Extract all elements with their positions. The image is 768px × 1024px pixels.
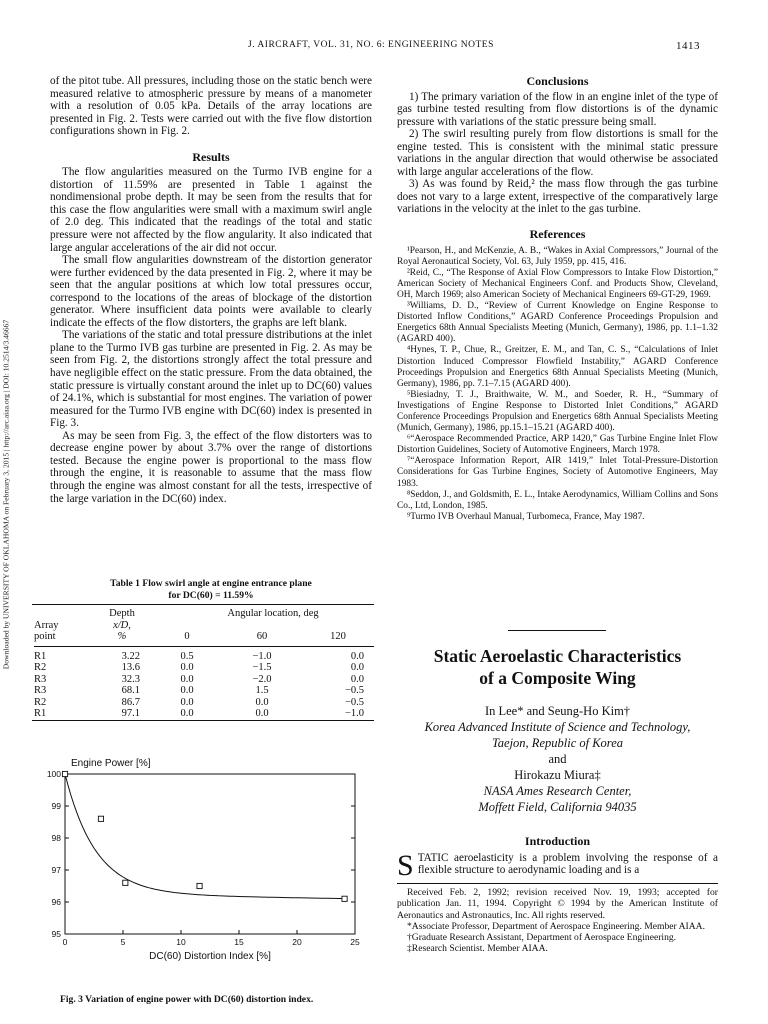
introduction-block [397, 834, 718, 882]
table1-head-xd: x/D, [113, 619, 131, 631]
data-point [123, 880, 128, 885]
references-heading: References [529, 227, 586, 242]
authors-line2: Hirokazu Miura‡ [514, 768, 601, 782]
table1-head-point: point [34, 631, 56, 642]
results-paragraph-4: As may be seen from Fig. 3, the effect of the flow distorters was to decrease engine power by about 3.7% over the range of distortions tested. Because the engine power is proportional to the mass flow through the engine, it is reasonable to assume that the mass flow through the engine was almost constant for all the tests, irrespective of the large variation in the DC(60) index. [50, 429, 372, 505]
x-axis-label: DC(60) Distortion Index [%] [149, 951, 271, 962]
reference-7: ⁷“Aerospace Information Report, AIR 1419,” Inlet Total-Pressure-Distortion Considerations for Gas Turbine Engines, Society of Automotive Engineers, May 1983. [397, 456, 718, 489]
plot-frame [65, 774, 355, 934]
affiliation1-line2: Taejon, Republic of Korea [491, 736, 623, 750]
article-title-line2: of a Composite Wing [479, 668, 636, 688]
table-row: R3 68.1 0.0 1.5 −0.5 [34, 685, 364, 696]
table1-grid [34, 608, 374, 720]
y-tick-label: 97 [51, 865, 61, 875]
right-column [397, 75, 718, 523]
data-point [98, 816, 103, 821]
running-head: J. AIRCRAFT, VOL. 31, NO. 6: ENGINEERING NOTES [248, 40, 494, 50]
y-tick-label: 100 [46, 769, 61, 779]
table1-bottom-rule [32, 720, 374, 721]
table1-caption-line1: Table 1 Flow swirl angle at engine entrance plane [110, 578, 312, 589]
footnote-rule [397, 883, 718, 884]
y-axis-label: Engine Power [%] [71, 758, 151, 769]
table-row: R1 97.1 0.0 0.0 −1.0 [34, 708, 364, 719]
table1-top-rule [32, 604, 374, 605]
reference-1: ¹Pearson, H., and McKenzie, A. B., “Wakes in Axial Compressors,” Journal of the Royal Aeronautical Society, Vol. 63, July 1959, pp. 415, 416. [397, 245, 718, 267]
footnote-author3: ‡Research Scientist. Member AIAA. [407, 943, 548, 955]
x-tick-label: 15 [234, 937, 244, 947]
table1-head-array: Array [34, 619, 59, 631]
table1-angle-0: 0 [184, 631, 190, 642]
reference-4: ⁴Hynes, T. P., Chue, R., Greitzer, E. M., and Tan, C. S., “Calculations of Inlet Distortion Induced Compressor Flowfield Instability,” AGARD Conference Proceedings Propulsion and Energetics 68th Annual Specialists Meeting (Munich, Germany), 1986, pp. 7.1–7.15 (AGARD 400). [397, 345, 718, 389]
table1-head-depth: Depth [109, 608, 135, 619]
intro-dropcap: S [397, 848, 414, 882]
x-tick-label: 20 [292, 937, 302, 947]
article-title-line1: Static Aeroelastic Characteristics [433, 646, 682, 666]
results-paragraph-3: The variations of the static and total pressure distributions at the inlet plane to the Turmo IVB gas turbine are presented in Fig. 2. As may be seen from Fig. 2, the distortions strongly affect the total pressure and have negligible effect on the static pressure. From the data obtained, the static pressure is virtually constant around the inlet up to DC(60) values of 24.1%, which is substantial for most engines. The variation of power measured for the Turmo IVB engine with DC(60) index is presented in Fig. 3. [50, 329, 372, 430]
reference-5: ⁵Biesiadny, T. J., Braithwaite, W. M., and Soeder, R. H., “Summary of Investigations of Engine Response to Distorted Inlet Conditions,” AGARD Conference Proceedings Propulsion and Energetics 68th Annual Specialists Meeting (Munich, Germany), 1986, pp.15.1–15.21 (AGARD 400). [397, 389, 718, 434]
results-heading: Results [192, 149, 230, 164]
footnote-received: Received Feb. 2, 1992; revision received Nov. 19, 1993; accepted for publication Jan. 11, 1994. Copyright © 1994 by the American Institute of Aeronautics and Astronautics, Inc. All rights reserved. [397, 887, 718, 921]
table-row: R2 86.7 0.0 0.0 −0.5 [34, 696, 364, 708]
affiliation2-line2: Moffett Field, California 94035 [478, 800, 637, 814]
reference-9: ⁹Turmo IVB Overhaul Manual, Turbomeca, France, May 1987. [407, 511, 645, 522]
table1-caption [50, 578, 372, 601]
figure3-chart [40, 742, 380, 994]
x-tick-label: 5 [120, 937, 126, 947]
reference-6: ⁶“Aerospace Recommended Practice, ARP 1420,” Gas Turbine Engine Inlet Flow Distortion Guidelines, Society of Automotive Engineers, March 1978. [397, 434, 718, 456]
data-point [197, 883, 202, 888]
affiliation2-line1: NASA Ames Research Center, [483, 784, 632, 798]
figure3-caption: Fig. 3 Variation of engine power with DC(60) distortion index. [60, 994, 314, 1005]
footnote-author1: *Associate Professor, Department of Aerospace Engineering. Member AIAA. [407, 920, 706, 932]
footnotes [397, 887, 718, 955]
table1-angle-120: 120 [330, 631, 346, 642]
table-row: R2 13.6 0.0 −1.5 0.0 [34, 662, 364, 673]
left-column [50, 75, 372, 505]
reference-8: ⁸Seddon, J., and Goldsmith, E. L., Intake Aerodynamics, William Collins and Sons Co., Ltd, London, 1985. [397, 489, 718, 511]
x-tick-label: 10 [176, 937, 186, 947]
article-separator [508, 630, 606, 631]
page-number: 1413 [676, 40, 700, 52]
table1-head-pct: % [117, 631, 127, 642]
data-point [62, 771, 67, 776]
table1-caption-line2: for DC(60) = 11.59% [168, 589, 254, 601]
fit-curve [65, 774, 343, 899]
footnote-author2: †Graduate Research Assistant, Department of Aerospace Engineering. [407, 932, 677, 944]
y-tick-label: 96 [51, 897, 61, 907]
download-notice: Downloaded by UNIVERSITY OF OKLAHOMA on February 3, 2015 | http://arc.aiaa.org | DOI: 10.2514/3.46667 [1, 319, 11, 670]
data-point [342, 896, 347, 901]
table-row: R1 3.22 0.5 −1.0 0.0 [34, 650, 364, 662]
authors-and: and [548, 752, 567, 766]
conclusion-2: 2) The swirl resulting purely from flow distortions is small for the engine tested. This is consistent with the minimal static pressure variations in the angular direction that would otherwise be associated with large angular accelerations of the flow. [397, 128, 718, 178]
reference-3: ³Williams, D. D., “Review of Current Knowledge on Engine Response to Distorted Inflow Conditions,” AGARD Conference Proceedings Propulsion and Energetics 68th Annual Specialists Meeting (Munich, Germany), 1986, pp. 1.1–1.32 (AGARD 400). [397, 301, 718, 345]
table1-head-angular: Angular location, deg [227, 608, 319, 619]
conclusions-heading: Conclusions [526, 74, 589, 88]
y-tick-label: 99 [51, 801, 61, 811]
conclusion-3: 3) As was found by Reid,² the mass flow through the gas turbine does not vary to a large extent, irrespective of the comparatively large variations in the velocity at the inlet to the gas turbine. [397, 178, 718, 216]
affiliation1-line1: Korea Advanced Institute of Science and Technology, [424, 720, 691, 734]
references-list [397, 246, 718, 523]
download-sidebar [0, 305, 12, 687]
x-tick-label: 0 [62, 937, 68, 947]
authors-line1: In Lee* and Seung-Ho Kim† [484, 704, 631, 718]
intro-paragraph: of the pitot tube. All pressures, including those on the static bench were measured relative to atmospheric pressure by means of a manometer with a resolution of 0.05 kPa. Details of the array locations are presented in Fig. 2. Tests were carried out with the five flow distortion configurations shown in Fig. 2. [50, 75, 372, 138]
results-paragraph-2: The small flow angularities downstream of the distortion generator were further evidenced by the data presented in Fig. 2, where it may be seen that the angular positions at which low total pressures occur, correspond to the locations of the areas of blockage of the distortion generator. Where insufficient data points were available to clearly indicate the effects of the flow distorters, the graphs are left blank. [50, 254, 372, 329]
reference-2: ²Reid, C., “The Response of Axial Flow Compressors to Intake Flow Distortion,” American Society of Mechanical Engineers Conf. and Products Show, Cleveland, OH, March 1969; also American Society of Mechanical Engineers 69-GT-29, 1969. [397, 267, 718, 300]
conclusion-1: 1) The primary variation of the flow in an engine inlet of the type of gas turbine tested resulting from flow distortions is of the dynamic pressure with variations of the static pressure being small. [397, 90, 718, 128]
table-row: R3 32.3 0.0 −2.0 0.0 [34, 673, 364, 685]
y-tick-label: 98 [51, 833, 61, 843]
y-tick-label: 95 [51, 929, 61, 939]
table1-angle-60: 60 [256, 631, 268, 642]
results-paragraph-1: The flow angularities measured on the Turmo IVB engine for a distortion of 11.59% are presented in Table 1 against the nondimensional probe depth. It may be seen from the results that for this case the flow angularities were small with a maximum swirl angle of 2.0 deg. This indicated that the readings of the total and static pressure were not affected by the flow angularity. It also indicated that large angular accelerations of the air did not occur. [50, 166, 372, 254]
new-article-header [397, 645, 718, 815]
table1 [34, 608, 374, 720]
introduction-heading: Introduction [524, 834, 591, 848]
x-tick-label: 25 [350, 937, 360, 947]
intro-text: TATIC aeroelasticity is a problem involving the response of a flexible structure to aerodynamic loading and is a [417, 851, 718, 877]
